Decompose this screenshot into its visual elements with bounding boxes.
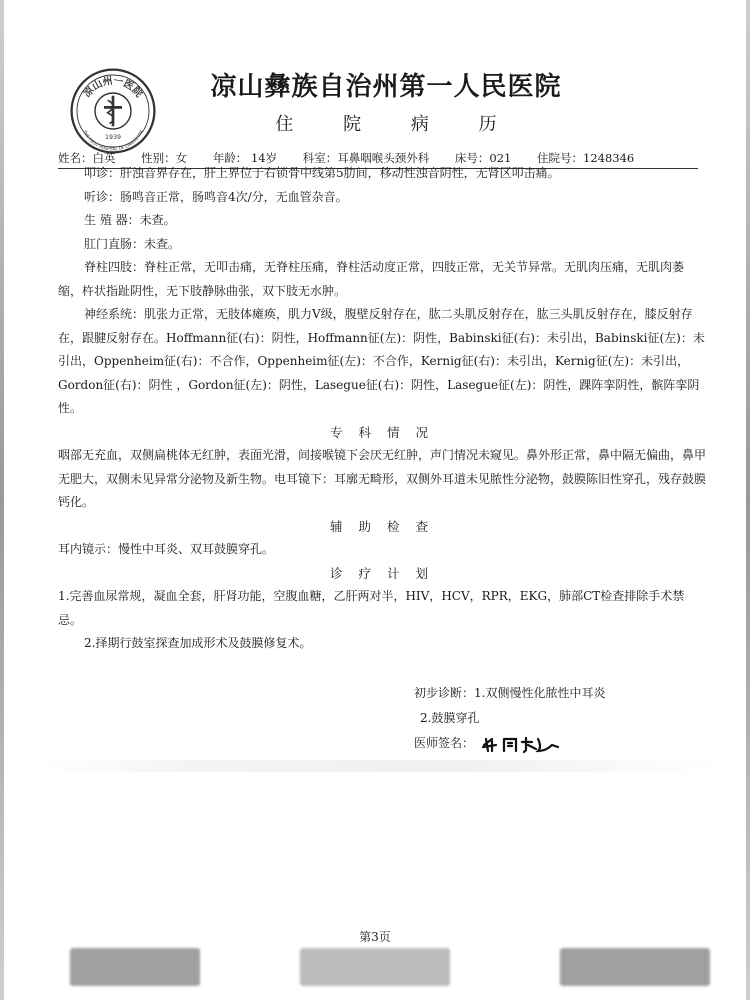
scan-right-edge — [746, 0, 750, 1000]
plan-item-1: 1.完善血尿常规，凝血全套，肝肾功能，空腹血糖，乙肝两对半，HIV，HCV，RPR，EKG，肺部CT检查排除手术禁忌。 — [58, 589, 685, 627]
scan-smudge — [40, 760, 720, 772]
patient-department: 科室：耳鼻咽喉头颈外科 — [302, 151, 430, 165]
patient-name: 姓名：白英 — [58, 151, 116, 165]
seal-english-text: THE FIRST HOSPITAL OF LIANGSHAN — [82, 129, 144, 152]
record-type-title: 住 院 病 历 — [275, 114, 519, 135]
record-body — [58, 168, 706, 656]
auscultation-text: 听诊：肠鸣音正常，肠鸣音4次/分，无血管杂音。 — [84, 189, 348, 204]
seal-name-text: 凉山州一医院 — [81, 75, 145, 100]
genitals-text: 生 殖 器：未查。 — [84, 213, 176, 227]
auxiliary-text: 耳内镜示：慢性中耳炎、双耳鼓膜穿孔。 — [58, 542, 275, 556]
plan-heading: 诊 疗 计 划 — [330, 565, 434, 581]
hospital-seal-icon — [68, 66, 158, 156]
doctor-signature-icon — [480, 733, 564, 755]
auxiliary-heading: 辅 助 检 查 — [330, 518, 434, 534]
neuro-text: 神经系统：肌张力正常，无肢体瘫痪，肌力Ⅴ级，腹壁反射存在，肱二头肌反射存在，肱三头肌反射存在，膝反射存在，跟腱反射存在。Hoffmann征(右)：阴性，Hoffmann征(左)：阴性，Babinski征(右)：未引出，Babinski征(左)：未引出，Oppenheim征(右)：不合作，Oppenheim征(左)：不合作，Kernig征(右)：未引出，Kernig征(左)：未引出，Gordon征(右)：阴性 ，Gordon征(左)：阴性，Lasegue征(右)：阴性，Lasegue征(左)：阴性，踝阵挛阴性，髌阵挛阴性。 — [58, 307, 705, 415]
hospital-name: 凉山彝族自治州第一人民医院 — [210, 72, 562, 102]
patient-age: 年龄： 14岁 — [212, 151, 278, 165]
scan-artifact-right — [560, 948, 710, 986]
preliminary-diagnosis — [414, 681, 605, 756]
anus-text: 肛门直肠：未查。 — [84, 236, 181, 251]
percussion-text: 叩诊：肝浊音界存在，肝上界位于右锁骨中线第5肋间，移动性浊音阴性，无肾区叩击痛。 — [84, 166, 560, 180]
scan-left-edge — [0, 0, 4, 1000]
patient-gender: 性别：女 — [141, 151, 188, 165]
diagnosis-line-1: 初步诊断：1.双侧慢性化脓性中耳炎 — [414, 686, 606, 700]
specialty-text: 咽部无充血，双侧扁桃体无红肿，表面光滑，间接喉镜下会厌无红肿，声门情况未窥见。鼻外形正常，鼻中隔无偏曲，鼻甲无肥大，双侧未见异常分泌物及新生物。电耳镜下：耳廓无畸形，双侧外耳道未见脓性分泌物，鼓膜陈旧性穿孔，残存鼓膜钙化。 — [58, 448, 707, 509]
page-number: 第3页 — [359, 930, 391, 944]
seal-year-text: 1939 — [104, 133, 122, 141]
doctor-signature-row — [414, 731, 605, 756]
specialty-heading: 专 科 情 况 — [330, 424, 434, 440]
scan-artifact-middle — [300, 948, 450, 986]
patient-admission-no: 住院号：1248346 — [537, 151, 635, 165]
plan-item-2: 2.择期行鼓室探查加成形术及鼓膜修复术。 — [84, 636, 312, 650]
diagnosis-line-2: 2.鼓膜穿孔 — [420, 711, 480, 725]
spine-limbs-text: 脊柱四肢：脊柱正常，无叩击痛，无脊柱压痛，脊柱活动度正常，四肢正常，无关节异常。无肌肉压痛，无肌肉萎缩，杵状指趾阴性，无下肢静脉曲张，双下肢无水肿。 — [58, 260, 685, 298]
patient-bed: 床号：021 — [454, 151, 512, 165]
doctor-signature-label: 医师签名： — [414, 736, 475, 750]
scan-artifact-left — [70, 948, 200, 986]
